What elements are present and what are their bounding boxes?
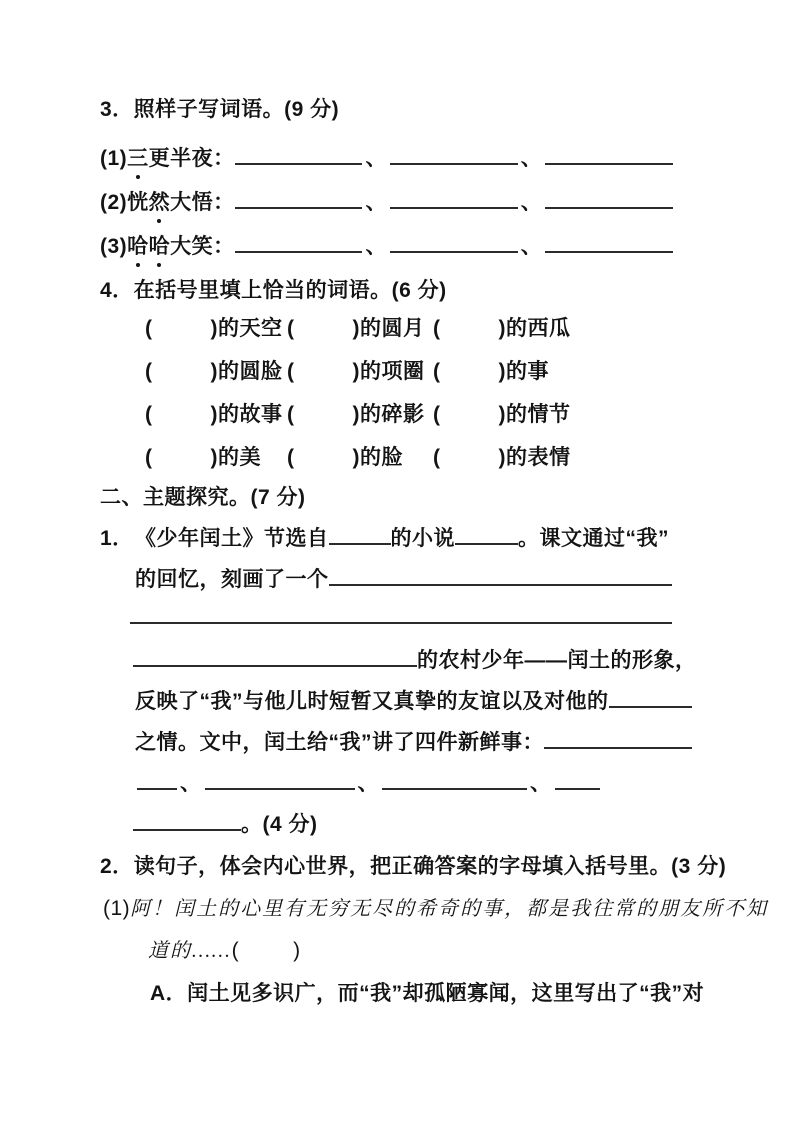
- q4-cell: [145, 315, 287, 342]
- q1-l6: 之情。文中，闰土给“我”讲了四件新鲜事：: [135, 731, 544, 754]
- comma-separator: 、: [530, 772, 552, 795]
- q4-cell: [433, 358, 700, 385]
- q1-line-6: [135, 729, 692, 756]
- comma-separator: 、: [365, 191, 387, 214]
- q3-row3-word-post: 大笑: [170, 235, 214, 258]
- q3-row-1: [100, 145, 673, 172]
- q4-cell-label: 的脸: [360, 446, 403, 469]
- paren-open: (: [145, 446, 153, 469]
- paren-close: ): [352, 403, 360, 426]
- q2-header: [100, 853, 726, 880]
- fill-blank: [329, 527, 391, 545]
- fill-blank: [382, 772, 527, 790]
- fill-blank: [205, 772, 355, 790]
- fill-blank: [555, 772, 600, 790]
- q1-l8: 。(4 分): [241, 813, 318, 836]
- q3-row2-word-emphasized: 然: [148, 191, 171, 214]
- fill-blank: [545, 191, 673, 209]
- paren-close: ): [352, 317, 360, 340]
- q4-header: [100, 277, 447, 304]
- q3-row2-word-pre: 恍: [127, 191, 149, 214]
- q1-line-8: [133, 811, 318, 838]
- q4-cell-label: 的圆脸: [218, 360, 283, 383]
- paren-open: (: [287, 403, 295, 426]
- q4-cell: [287, 444, 433, 471]
- fill-blank: [133, 649, 417, 667]
- paren-open: (: [145, 317, 153, 340]
- q4-cell: [433, 444, 700, 471]
- q1-line-1: [100, 525, 669, 552]
- comma-separator: 、: [365, 235, 387, 258]
- paren-open: (: [287, 446, 295, 469]
- paren-close: ): [498, 317, 506, 340]
- section2-header-text: 二、主题探究。(7 分): [100, 486, 306, 509]
- paren-close: ): [352, 446, 360, 469]
- paren-open: (: [433, 403, 441, 426]
- q4-cell-label: 的美: [218, 446, 261, 469]
- paren-close: ): [498, 446, 506, 469]
- q4-cell: [287, 315, 433, 342]
- q4-cell-label: 的天空: [218, 317, 283, 340]
- q4-cell-label: 的故事: [218, 403, 283, 426]
- q3-row3-number: (3): [100, 235, 128, 258]
- q4-cell-label: 的圆月: [360, 317, 425, 340]
- paren-open: (: [287, 317, 295, 340]
- comma-separator: 、: [520, 235, 543, 258]
- q3-row1-colon: ：: [213, 147, 235, 170]
- comma-separator: 、: [365, 147, 387, 170]
- q4-cell-label: 的情节: [506, 403, 571, 426]
- q3-row3-word-emphasized: 哈哈: [127, 235, 171, 258]
- q3-row2-colon: ：: [213, 191, 235, 214]
- q4-cell: [433, 315, 700, 342]
- q4-cell-label: 的项圈: [360, 360, 425, 383]
- fill-blank: [544, 731, 692, 749]
- q2-sentence1-line1: [103, 895, 768, 923]
- q1-line-3: [130, 606, 672, 620]
- q1-l2: 的回忆，刻画了一个: [135, 568, 329, 591]
- fill-blank: [390, 191, 518, 209]
- fill-blank: [235, 191, 363, 209]
- q1-l4: 的农村少年——闰土的形象，: [417, 649, 697, 672]
- q1-line-2: [135, 566, 672, 593]
- comma-separator: 、: [520, 191, 543, 214]
- q1-l1a: 《少年闰土》节选自: [135, 527, 329, 550]
- q1-line-7: [137, 770, 600, 797]
- fill-blank: [455, 527, 518, 545]
- q4-word-grid: [145, 315, 700, 471]
- q4-cell: [145, 444, 287, 471]
- q4-cell: [287, 358, 433, 385]
- q2-s1-text-line1: 阿！闰土的心里有无穷无尽的希奇的事，都是我往常的朋友所不知: [130, 898, 769, 920]
- q3-row1-number: (1): [100, 147, 128, 170]
- paren-close: ): [210, 403, 218, 426]
- paren-open: (: [433, 446, 441, 469]
- q2-s1-number: (1): [103, 897, 131, 920]
- paren-close: ): [210, 317, 218, 340]
- q3-row2-number: (2): [100, 191, 128, 214]
- paren-close: ): [210, 446, 218, 469]
- paren-open: (: [433, 317, 441, 340]
- comma-separator: 、: [520, 147, 543, 170]
- q3-header: [100, 96, 339, 123]
- q3-row2-word-post: 大悟: [170, 191, 214, 214]
- q4-cell: [287, 401, 433, 428]
- fill-blank: [133, 813, 241, 831]
- q2-sentence1-line2: [148, 937, 301, 965]
- q4-cell: [145, 401, 287, 428]
- fill-blank: [609, 690, 693, 708]
- fill-blank: [130, 606, 672, 624]
- fill-blank: [390, 147, 518, 165]
- q1-l1c: 。课文通过“我”: [518, 527, 669, 550]
- q4-cell-label: 的碎影: [360, 403, 425, 426]
- q1-line-5: [135, 688, 692, 715]
- q4-cell-label: 的西瓜: [506, 317, 571, 340]
- option-a-text: 闰土见多识广，而“我”却孤陋寡闻，这里写出了“我”对: [187, 982, 705, 1005]
- q3-row1-word-post: 更半夜: [148, 147, 214, 170]
- paren-open: (: [145, 403, 153, 426]
- paren-close: ): [210, 360, 218, 383]
- paren-open: (: [287, 360, 295, 383]
- q1-number: 1．: [100, 527, 134, 550]
- fill-blank: [235, 147, 363, 165]
- section2-header: [100, 484, 306, 511]
- paren-open: (: [145, 360, 153, 383]
- fill-blank: [235, 235, 363, 253]
- paren-close: ): [498, 403, 506, 426]
- q1-l5: 反映了“我”与他儿时短暂又真挚的友谊以及对他的: [135, 690, 609, 713]
- q1-l1b: 的小说: [390, 527, 455, 550]
- q2-number: 2．: [100, 855, 134, 878]
- paren-close: ): [498, 360, 506, 383]
- q2-header-text: 读句子，体会内心世界，把正确答案的字母填入括号里。(3 分): [133, 855, 727, 878]
- q4-header-text: 4．在括号里填上恰当的词语。(6 分): [100, 279, 447, 302]
- q3-row-2: [100, 189, 673, 216]
- fill-blank: [329, 568, 673, 586]
- q3-row1-word-emphasized: 三: [127, 147, 149, 170]
- q1-line-4: [133, 647, 697, 674]
- fill-blank: [390, 235, 518, 253]
- q3-header-text: 3．照样子写词语。(9 分): [100, 98, 340, 121]
- q2-s1-text-line2: 道的……: [148, 940, 232, 962]
- q4-cell-label: 的表情: [506, 446, 571, 469]
- answer-paren-open: (: [231, 939, 240, 962]
- q4-cell: [433, 401, 700, 428]
- q4-cell: [145, 358, 287, 385]
- q3-row3-colon: ：: [213, 235, 235, 258]
- q4-cell-label: 的事: [506, 360, 549, 383]
- q2-option-a: [150, 980, 704, 1007]
- answer-paren-close: ): [293, 939, 301, 962]
- fill-blank: [137, 772, 177, 790]
- q3-row-3: [100, 233, 673, 260]
- comma-separator: 、: [180, 772, 202, 795]
- comma-separator: 、: [357, 772, 379, 795]
- fill-blank: [545, 147, 673, 165]
- paren-open: (: [433, 360, 441, 383]
- fill-blank: [545, 235, 673, 253]
- option-a-label: A．: [150, 982, 188, 1005]
- paren-close: ): [352, 360, 360, 383]
